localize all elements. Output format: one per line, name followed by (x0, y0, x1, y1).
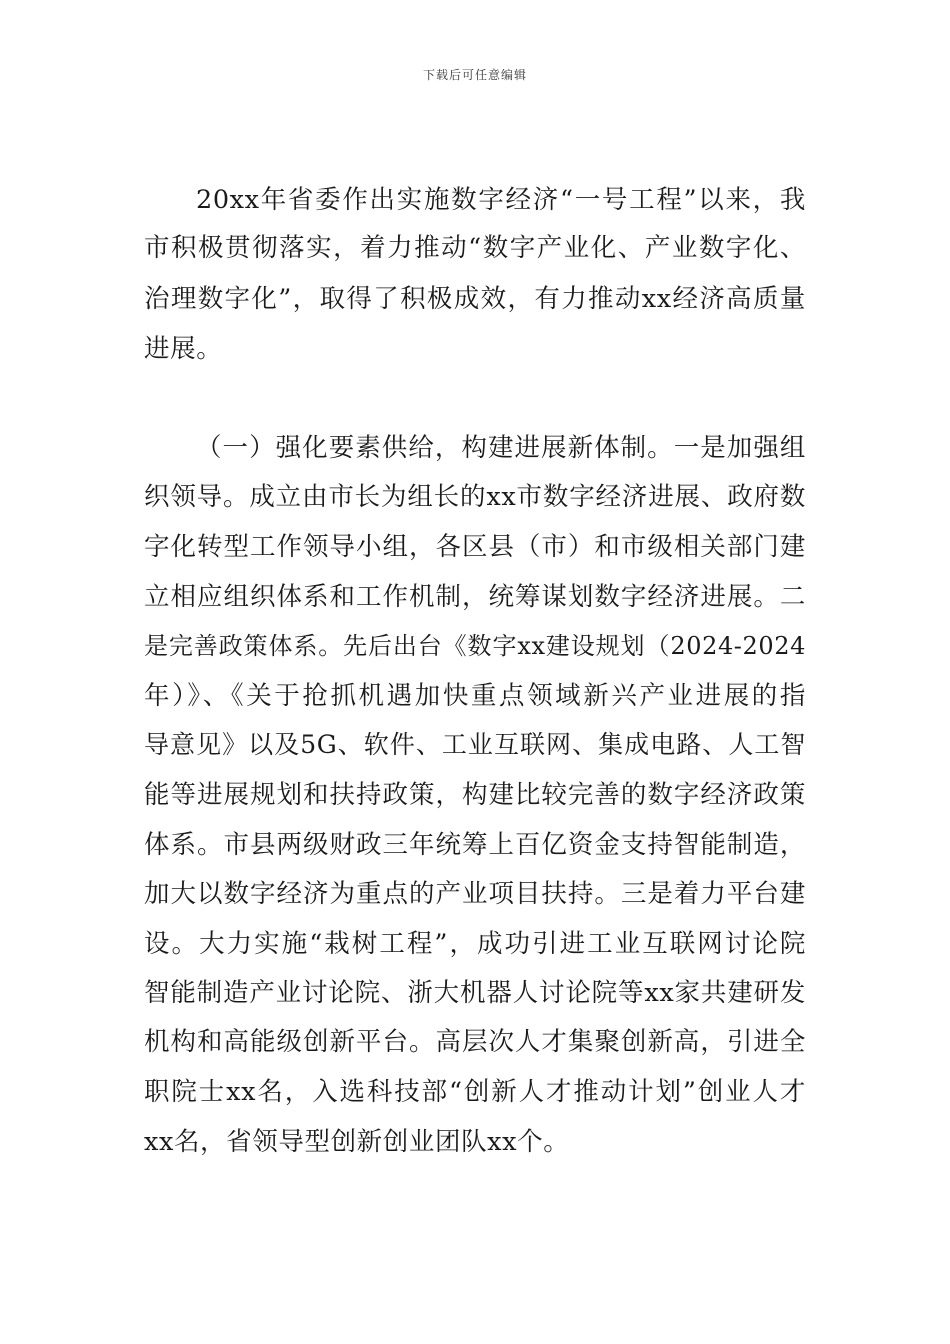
paragraph-line: xx名，省领导型创新创业团队xx个。 (144, 1127, 570, 1157)
header-note: 下载后可任意编辑 (422, 68, 527, 82)
paragraph-line: 职院士xx名，入选科技部“创新人才推动计划”创业人才 (144, 1077, 806, 1107)
paragraph-line: 设。大力实施“栽树工程”，成功引进工业互联网讨论院 (144, 929, 806, 959)
paragraph-line: 字化转型工作领导小组，各区县（市）和市级相关部门建 (144, 532, 806, 562)
paragraph-line: 立相应组织体系和工作机制，统筹谋划数字经济进展。二 (144, 582, 806, 612)
paragraph-line: 20xx年省委作出实施数字经济“一号工程”以来，我 (196, 185, 806, 215)
paragraph-line: 进展。 (144, 334, 223, 364)
paragraph-line: 治理数字化”，取得了积极成效，有力推动xx经济高质量 (144, 284, 806, 314)
paragraph-line: 年）》、《关于抢抓机遇加快重点领域新兴产业进展的指 (144, 681, 806, 711)
paragraph-line: 智能制造产业讨论院、浙大机器人讨论院等xx家共建研发 (144, 978, 806, 1008)
paragraph-line: 导意见》以及5G、软件、工业互联网、集成电路、人工智 (144, 730, 806, 759)
paragraph-line: 是完善政策体系。先后出台《数字xx建设规划（2024-2024 (144, 632, 806, 660)
paragraph-line: （一）强化要素供给，构建进展新体制。一是加强组 (196, 433, 806, 463)
paragraph-line: 织领导。成立由市长为组长的xx市数字经济进展、政府数 (144, 482, 806, 512)
paragraph-line: 机构和高能级创新平台。高层次人才集聚创新高，引进全 (144, 1027, 806, 1057)
paragraph-line: 体系。市县两级财政三年统筹上百亿资金支持智能制造， (144, 830, 806, 860)
paragraph-line: 市积极贯彻落实，着力推动“数字产业化、产业数字化、 (144, 233, 806, 263)
paragraph-line: 加大以数字经济为重点的产业项目扶持。三是着力平台建 (144, 879, 806, 909)
paragraph-line: 能等进展规划和扶持政策，构建比较完善的数字经济政策 (144, 780, 806, 810)
